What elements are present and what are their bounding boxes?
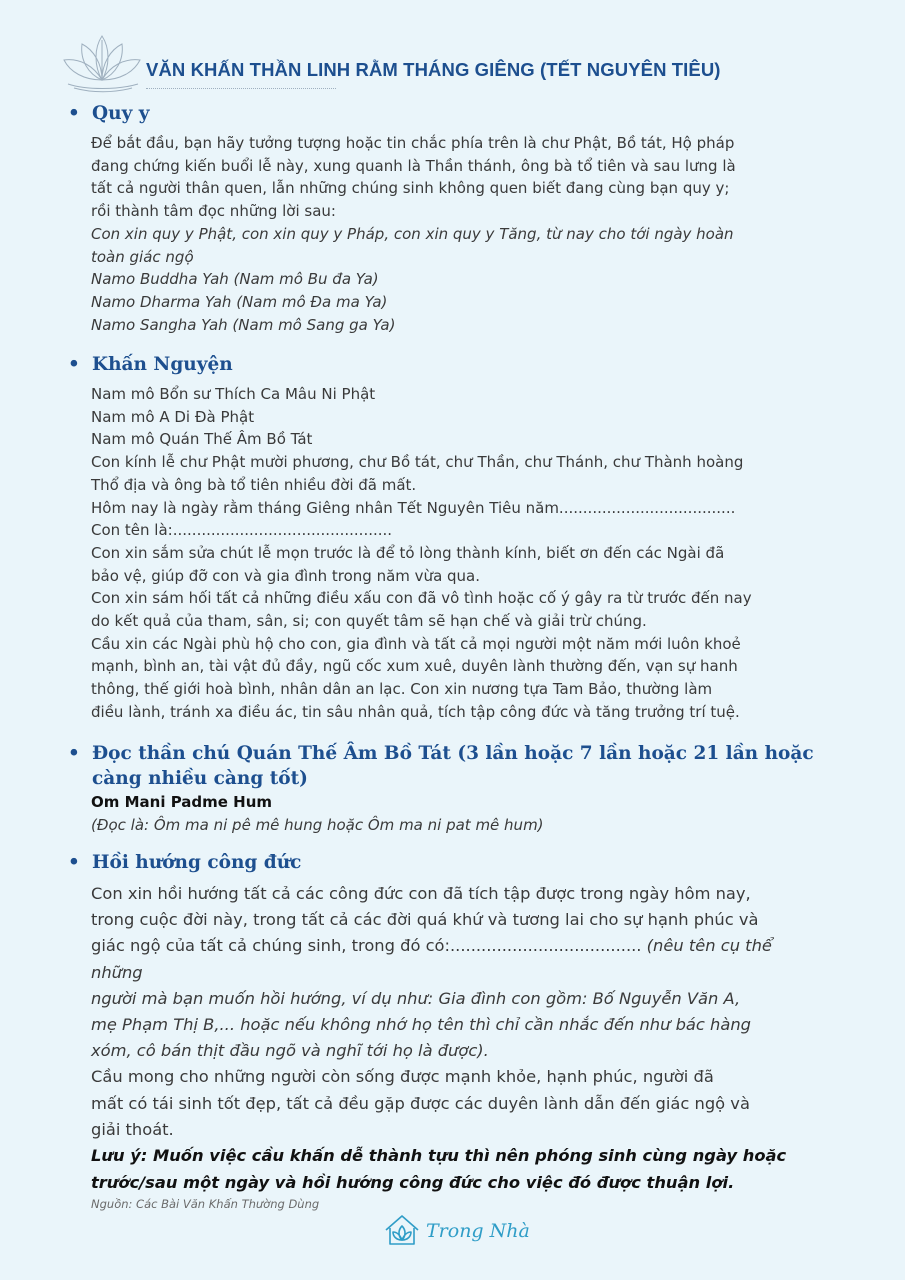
source-citation: Nguồn: Các Bài Văn Khấn Thường Dùng [91, 1197, 320, 1212]
prayer-line: Namo Buddha Yah (Nam mô Bu đa Ya) [91, 270, 379, 289]
prayer-line: Con xin quy y Phật, con xin quy y Pháp, con xin quy y Tăng, từ nay cho tới ngày hoàn [91, 224, 734, 243]
section-heading [66, 352, 826, 377]
prayer-line: Namo Sangha Yah (Nam mô Sang ga Ya) [91, 315, 396, 334]
paragraph-line: Hôm nay là ngày rằm tháng Giêng nhân Tết Nguyên Tiêu năm..................................... [91, 498, 736, 517]
bullet: • [68, 103, 80, 124]
paragraph-line: mất có tái sinh tốt đẹp, tất cả đều gặp được các duyên lành dẫn đến giác ngộ và [91, 1093, 750, 1113]
paragraph-line: thông, thế giới hoà bình, nhân dân an lạc. Con xin nương tựa Tam Bảo, thường làm [91, 680, 713, 699]
paragraph-line: giải thoát. [91, 1119, 174, 1139]
paragraph-line: Nam mô A Di Đà Phật [91, 407, 255, 426]
note-line: trước/sau một ngày và hồi hướng công đức cho việc đó được thuận lợi. [91, 1172, 735, 1192]
section-khan-nguyen [66, 352, 826, 724]
pronunciation-text: (Đọc là: Ôm ma ni pê mê hung hoặc Ôm ma ni pat mê hum) [91, 815, 544, 834]
paragraph-line: Con xin sám hối tất cả những điều xấu con đã vô tình hoặc cố ý gây ra từ trước đến nay [91, 589, 752, 608]
section-body [91, 881, 826, 1143]
paragraph-line: rồi thành tâm đọc những lời sau: [91, 202, 336, 221]
paragraph-line: điều lành, tránh xa điều ác, tin sâu nhân quả, tích tập công đức và tăng trưởng trí tuệ. [91, 702, 740, 721]
section-body [91, 132, 826, 336]
section-mantra [66, 741, 826, 836]
paragraph-line: bảo vệ, giúp đỡ con và gia đình trong năm vừa qua. [91, 566, 481, 585]
lotus-icon [58, 30, 148, 96]
paragraph-line: Thổ địa và ông bà tổ tiên nhiều đời đã mất. [91, 475, 417, 494]
bullet: • [68, 852, 80, 873]
paragraph-line: Con tên là:.............................................. [91, 521, 393, 540]
prayer-line: Namo Dharma Yah (Nam mô Đa ma Ya) [91, 292, 388, 311]
title-divider [146, 88, 336, 89]
paragraph-line: tất cả người thân quen, lẫn những chúng sinh không quen biết đang cùng bạn quy y; [91, 179, 730, 198]
house-lotus-icon [382, 1210, 422, 1250]
paragraph-line: trong cuộc đời này, trong tất cả các đời quá khứ và tương lai cho sự hạnh phúc và [91, 910, 759, 930]
paragraph-line: mạnh, bình an, tài vật đủ đầy, ngũ cốc xum xuê, duyên lành thường đến, vạn sự hanh [91, 657, 738, 676]
dedication-note-line: mẹ Phạm Thị B,... hoặc nếu không nhớ họ tên thì chỉ cần nhắc đến như bác hàng [91, 1015, 751, 1035]
paragraph-line: Để bắt đầu, bạn hãy tưởng tượng hoặc tin chắc phía trên là chư Phật, Bồ tát, Hộ pháp [91, 134, 735, 152]
line-note: (nêu tên cụ thể những [91, 936, 772, 982]
heading-text: Hồi hướng công đức [92, 852, 302, 873]
section-hoi-huong [66, 850, 826, 1212]
page-title: VĂN KHẤN THẦN LINH RẰM THÁNG GIÊNG (TẾT NGUYÊN TIÊU) [146, 59, 721, 80]
section-heading [66, 850, 826, 875]
heading-text: càng nhiều càng tốt) [92, 768, 308, 789]
dedication-note-line: người mà bạn muốn hồi hướng, ví dụ như: Gia đình con gồm: Bố Nguyễn Văn A, [91, 988, 741, 1008]
paragraph-line: Cầu mong cho những người còn sống được mạnh khỏe, hạnh phúc, người đã [91, 1067, 714, 1087]
page-header [58, 30, 858, 96]
bullet: • [68, 743, 80, 764]
dedication-note-line: xóm, cô bán thịt đầu ngõ và nghĩ tới họ là được). [91, 1041, 489, 1061]
note-line: Lưu ý: Muốn việc cầu khấn dễ thành tựu thì nên phóng sinh cùng ngày hoặc [91, 1146, 787, 1166]
paragraph-line: do kết quả của tham, sân, si; con quyết tâm sẽ hạn chế và giải trừ chúng. [91, 612, 647, 631]
mantra-text: Om Mani Padme Hum [91, 793, 273, 811]
heading-text: Đọc thần chú Quán Thế Âm Bồ Tát (3 lần hoặc 7 lần hoặc 21 lần hoặc [92, 743, 814, 764]
section-heading [66, 741, 826, 791]
note-text [91, 1143, 826, 1196]
paragraph-line [91, 933, 826, 985]
brand-name: Trong Nhà [426, 1220, 530, 1242]
paragraph-line: Con xin hồi hướng tất cả các công đức con đã tích tập được trong ngày hôm nay, [91, 884, 751, 903]
paragraph-line: Nam mô Quán Thế Âm Bồ Tát [91, 430, 313, 449]
section-body [91, 791, 826, 836]
section-heading [66, 101, 826, 126]
line-text: giác ngộ của tất cả chúng sinh, trong đó có:..................................... [91, 936, 642, 956]
paragraph-line: Nam mô Bổn sư Thích Ca Mâu Ni Phật [91, 385, 376, 403]
footer-logo [382, 1208, 532, 1252]
heading-text: Khấn Nguyện [92, 354, 233, 375]
section-quy-y [66, 101, 826, 336]
paragraph-line: đang chứng kiến buổi lễ này, xung quanh là Thần thánh, ông bà tổ tiên và sau lưng là [91, 156, 736, 175]
paragraph-line: Cầu xin các Ngài phù hộ cho con, gia đình và tất cả mọi người một năm mới luôn khoẻ [91, 634, 741, 653]
prayer-line: toàn giác ngộ [91, 247, 194, 266]
bullet: • [68, 354, 80, 375]
paragraph-line: Con kính lễ chư Phật mười phương, chư Bồ tát, chư Thần, chư Thánh, chư Thành hoàng [91, 453, 744, 472]
paragraph-line: Con xin sắm sửa chút lễ mọn trước là để tỏ lòng thành kính, biết ơn đến các Ngài đã [91, 543, 725, 562]
heading-text: Quy y [92, 103, 150, 124]
section-body [91, 383, 826, 724]
